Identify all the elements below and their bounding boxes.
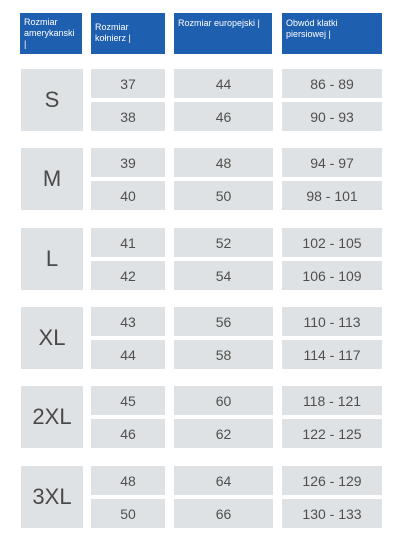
- collar-size-cell: 45: [91, 386, 165, 415]
- chest-size-cell: 122 - 125: [282, 419, 382, 448]
- chest-size-cell: 114 - 117: [282, 340, 382, 369]
- chest-size-cell: 90 - 93: [282, 102, 382, 131]
- collar-size-cell: 46: [91, 419, 165, 448]
- collar-size-cell: 37: [91, 69, 165, 98]
- chest-size-cell: 98 - 101: [282, 181, 382, 210]
- chest-size-cell: 130 - 133: [282, 499, 382, 528]
- eu-size-cell: 48: [174, 148, 273, 177]
- us-size-cell: 2XL: [21, 386, 83, 448]
- eu-size-cell: 66: [174, 499, 273, 528]
- chest-size-cell: 86 - 89: [282, 69, 382, 98]
- chest-size-cell: 102 - 105: [282, 228, 382, 257]
- us-size-cell: XL: [21, 307, 83, 369]
- us-size-cell: L: [21, 228, 83, 290]
- chest-size-cell: 110 - 113: [282, 307, 382, 336]
- collar-size-cell: 41: [91, 228, 165, 257]
- eu-size-cell: 54: [174, 261, 273, 290]
- us-size-cell: M: [21, 148, 83, 210]
- collar-size-cell: 43: [91, 307, 165, 336]
- eu-size-cell: 62: [174, 419, 273, 448]
- chest-size-cell: 118 - 121: [282, 386, 382, 415]
- collar-size-cell: 38: [91, 102, 165, 131]
- collar-size-cell: 48: [91, 466, 165, 495]
- us-size-cell: S: [21, 69, 83, 131]
- collar-size-cell: 44: [91, 340, 165, 369]
- eu-size-cell: 64: [174, 466, 273, 495]
- eu-size-cell: 46: [174, 102, 273, 131]
- collar-size-cell: 50: [91, 499, 165, 528]
- eu-size-cell: 44: [174, 69, 273, 98]
- collar-size-cell: 42: [91, 261, 165, 290]
- collar-size-cell: 40: [91, 181, 165, 210]
- header-collar-size: Rozmiar kołnierz |: [91, 13, 165, 54]
- eu-size-cell: 52: [174, 228, 273, 257]
- header-us-size: Rozmiar amerykanski |: [20, 13, 82, 54]
- eu-size-cell: 58: [174, 340, 273, 369]
- chest-size-cell: 94 - 97: [282, 148, 382, 177]
- header-chest-size: Obwód klatki piersiowej |: [282, 13, 382, 54]
- us-size-cell: 3XL: [21, 466, 83, 528]
- header-eu-size: Rozmiar europejski |: [174, 13, 272, 54]
- collar-size-cell: 39: [91, 148, 165, 177]
- eu-size-cell: 56: [174, 307, 273, 336]
- eu-size-cell: 50: [174, 181, 273, 210]
- chest-size-cell: 106 - 109: [282, 261, 382, 290]
- chest-size-cell: 126 - 129: [282, 466, 382, 495]
- eu-size-cell: 60: [174, 386, 273, 415]
